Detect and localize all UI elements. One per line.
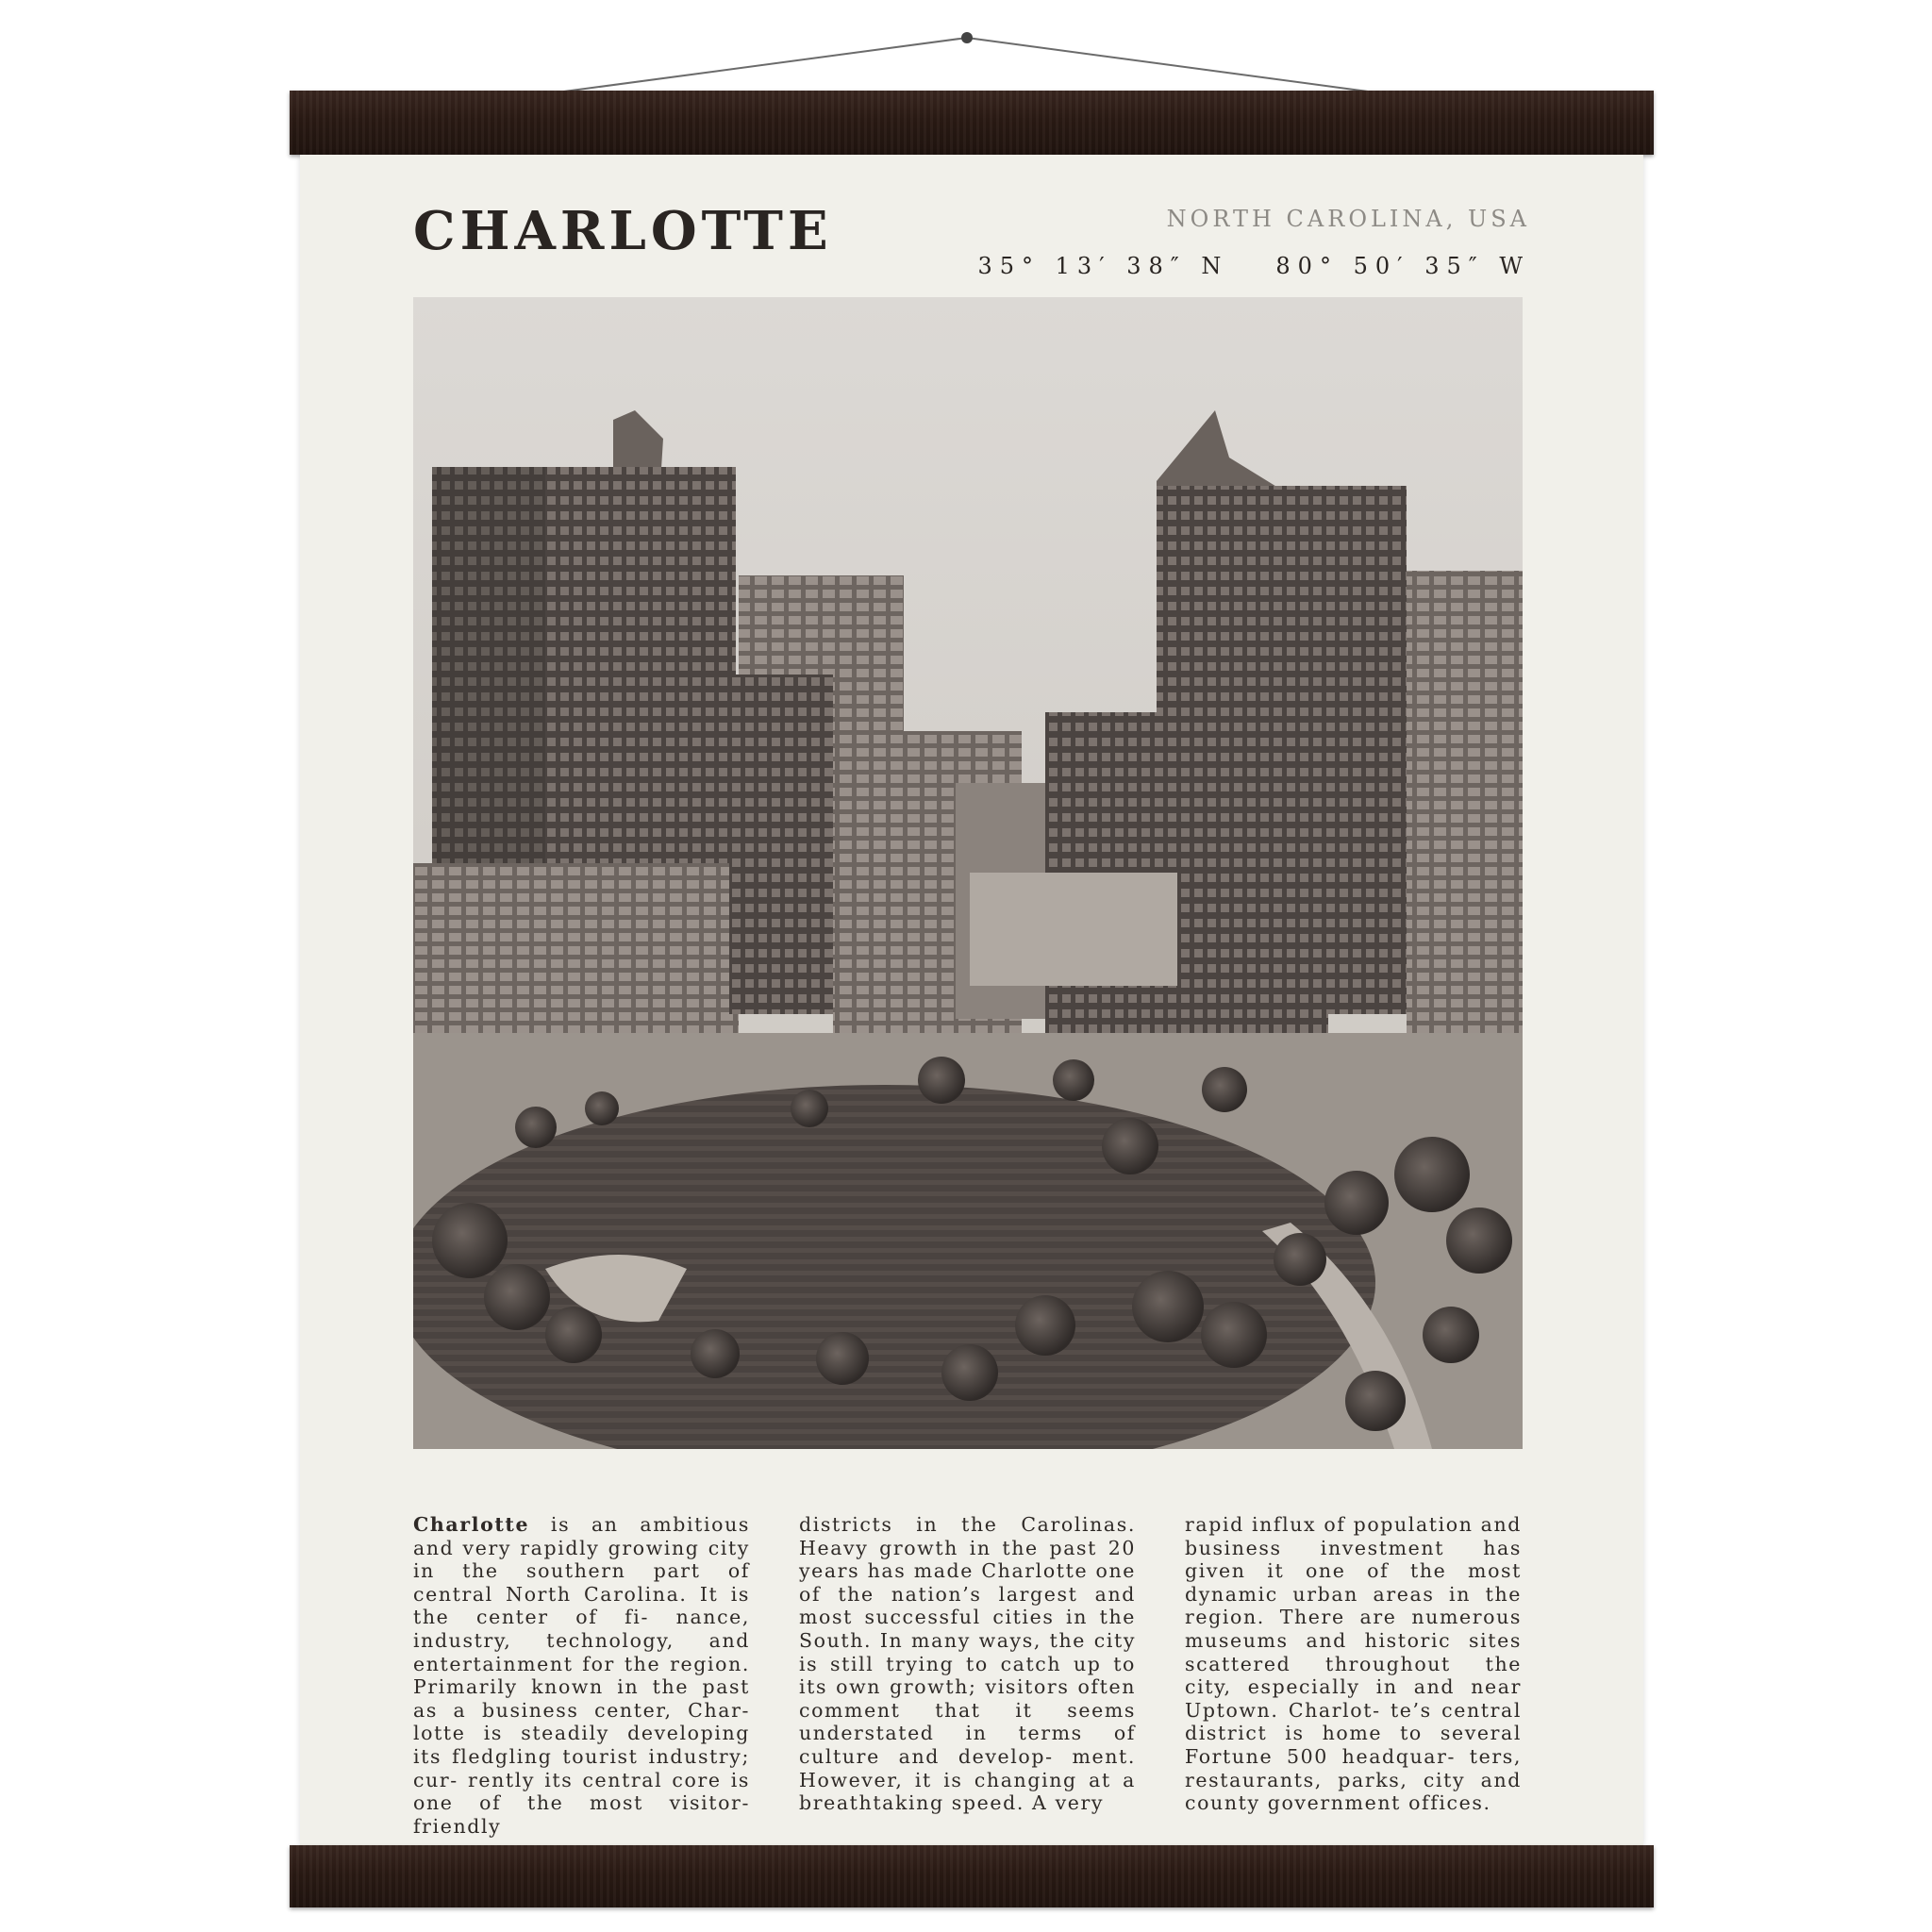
text-column-2: districts in the Carolinas. Heavy growth in the past 20 years has made Charlotte one of the nation’s largest and most successful cities in the South. In many ways, the city is still trying to catch up to its own growth; visitors often comment that it seems understated in terms of culture and develop- ment. However, it is changing at a breathtaking speed. A very [799,1513,1136,1815]
body-text [413,1513,1523,1838]
poster [300,155,1643,1845]
city-title: CHARLOTTE [413,200,833,262]
city-skyline-photo [413,297,1523,1449]
longitude: 80° 50′ 35″ W [1275,253,1530,279]
bottom-wooden-rail [290,1845,1654,1907]
hanger-nail-icon [961,32,973,43]
coordinates [977,253,1530,279]
text-column-1: Charlotte is an ambitious and very rapidly growing city in the southern part of central North Carolina. It is the center of fi- nance, industry, technology, and entertainment for the region. Primarily known in the past as a business center, Char- lotte is steadily developing its fledgling tourist industry; cur- rently its central core is one of the most visitor-friendly [413,1513,750,1838]
text-column-3: rapid influx of population and business investment has given it one of the most dynamic urban areas in the region. There are numerous museums and historic sites scattered throughout the city, especially in and near Uptown. Charlot- te’s central district is home to several Fortune 500 headquar- ters, restaurants, parks, city and county government offices. [1185,1513,1522,1815]
top-wooden-rail [290,91,1654,155]
region-label: NORTH CAROLINA, USA [1166,206,1530,232]
latitude: 35° 13′ 38″ N [977,253,1229,279]
lead-word: Charlotte [413,1513,530,1536]
